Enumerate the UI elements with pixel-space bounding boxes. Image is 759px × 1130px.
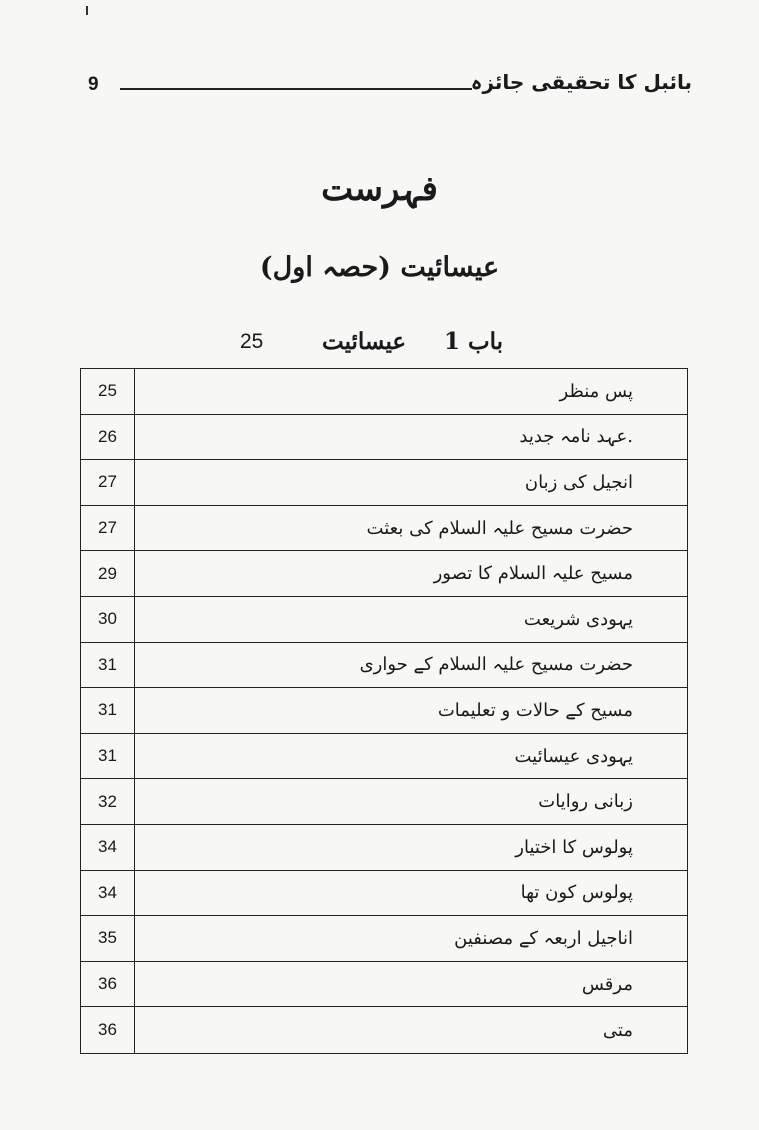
chapter-title: عیسائیت: [322, 328, 407, 355]
toc-page-number: 34: [81, 871, 135, 916]
toc-entry-title: پولوس کون تھا: [520, 882, 633, 904]
toc-entry-title: مسیح کے حالات و تعلیمات: [437, 699, 633, 721]
toc-page-number: 30: [81, 597, 135, 642]
toc-entry-title: اناجیل اربعہ کے مصنفین: [454, 927, 633, 949]
toc-table: [80, 368, 688, 1054]
toc-entry-title: پولوس کا اختیار: [515, 836, 633, 858]
toc-page-number: 35: [81, 916, 135, 961]
toc-page-number: 36: [81, 962, 135, 1007]
toc-page-number: 31: [81, 688, 135, 733]
toc-page-number: 34: [81, 825, 135, 870]
toc-page-number: 26: [81, 415, 135, 460]
chapter-line: [0, 328, 759, 364]
toc-page-number: 29: [81, 551, 135, 596]
toc-row: [81, 825, 687, 871]
toc-row: [81, 369, 687, 415]
chapter-page: 25: [240, 330, 264, 353]
toc-entry-title: یہودی عیسائیت: [514, 745, 633, 767]
toc-page-number: 27: [81, 506, 135, 551]
toc-row: [81, 779, 687, 825]
toc-page-number: 31: [81, 643, 135, 688]
toc-row: [81, 551, 687, 597]
edge-mark: [86, 6, 88, 15]
toc-entry-title: انجیل کی زبان: [524, 471, 633, 493]
toc-entry-title: پس منظر: [559, 380, 633, 402]
toc-entry-title: متی: [602, 1019, 633, 1041]
chapter-label: باب 1: [444, 328, 504, 355]
contents-heading: فہرست: [321, 169, 438, 209]
toc-row: [81, 597, 687, 643]
toc-row: [81, 734, 687, 780]
toc-row: [81, 415, 687, 461]
header-rule: [120, 88, 472, 90]
toc-page-number: 32: [81, 779, 135, 824]
toc-row: [81, 962, 687, 1008]
toc-entry-title: .عہد نامہ جدید: [519, 426, 633, 448]
toc-page-number: 25: [81, 369, 135, 414]
page-number: 9: [88, 74, 99, 95]
toc-entry-title: مسیح علیہ السلام کا تصور: [433, 563, 633, 585]
toc-entry-title: یہودی شریعت: [523, 608, 633, 630]
toc-entry-title: حضرت مسیح علیہ السلام کی بعثت: [366, 517, 633, 539]
toc-row: [81, 460, 687, 506]
toc-row: [81, 871, 687, 917]
running-header: [88, 70, 692, 100]
toc-page-number: 31: [81, 734, 135, 779]
toc-page-number: 36: [81, 1007, 135, 1053]
toc-page-number: 27: [81, 460, 135, 505]
part-heading: عیسائیت (حصہ اول): [259, 252, 500, 283]
toc-row: [81, 643, 687, 689]
toc-row: [81, 506, 687, 552]
toc-row: [81, 916, 687, 962]
toc-entry-title: حضرت مسیح علیہ السلام کے حواری: [359, 654, 633, 676]
toc-row: [81, 688, 687, 734]
toc-entry-title: زبانی روایات: [538, 791, 633, 813]
toc-entry-title: مرقس: [581, 973, 633, 995]
toc-row: [81, 1007, 687, 1053]
book-title: بائبل کا تحقیقی جائزہ: [470, 70, 692, 94]
